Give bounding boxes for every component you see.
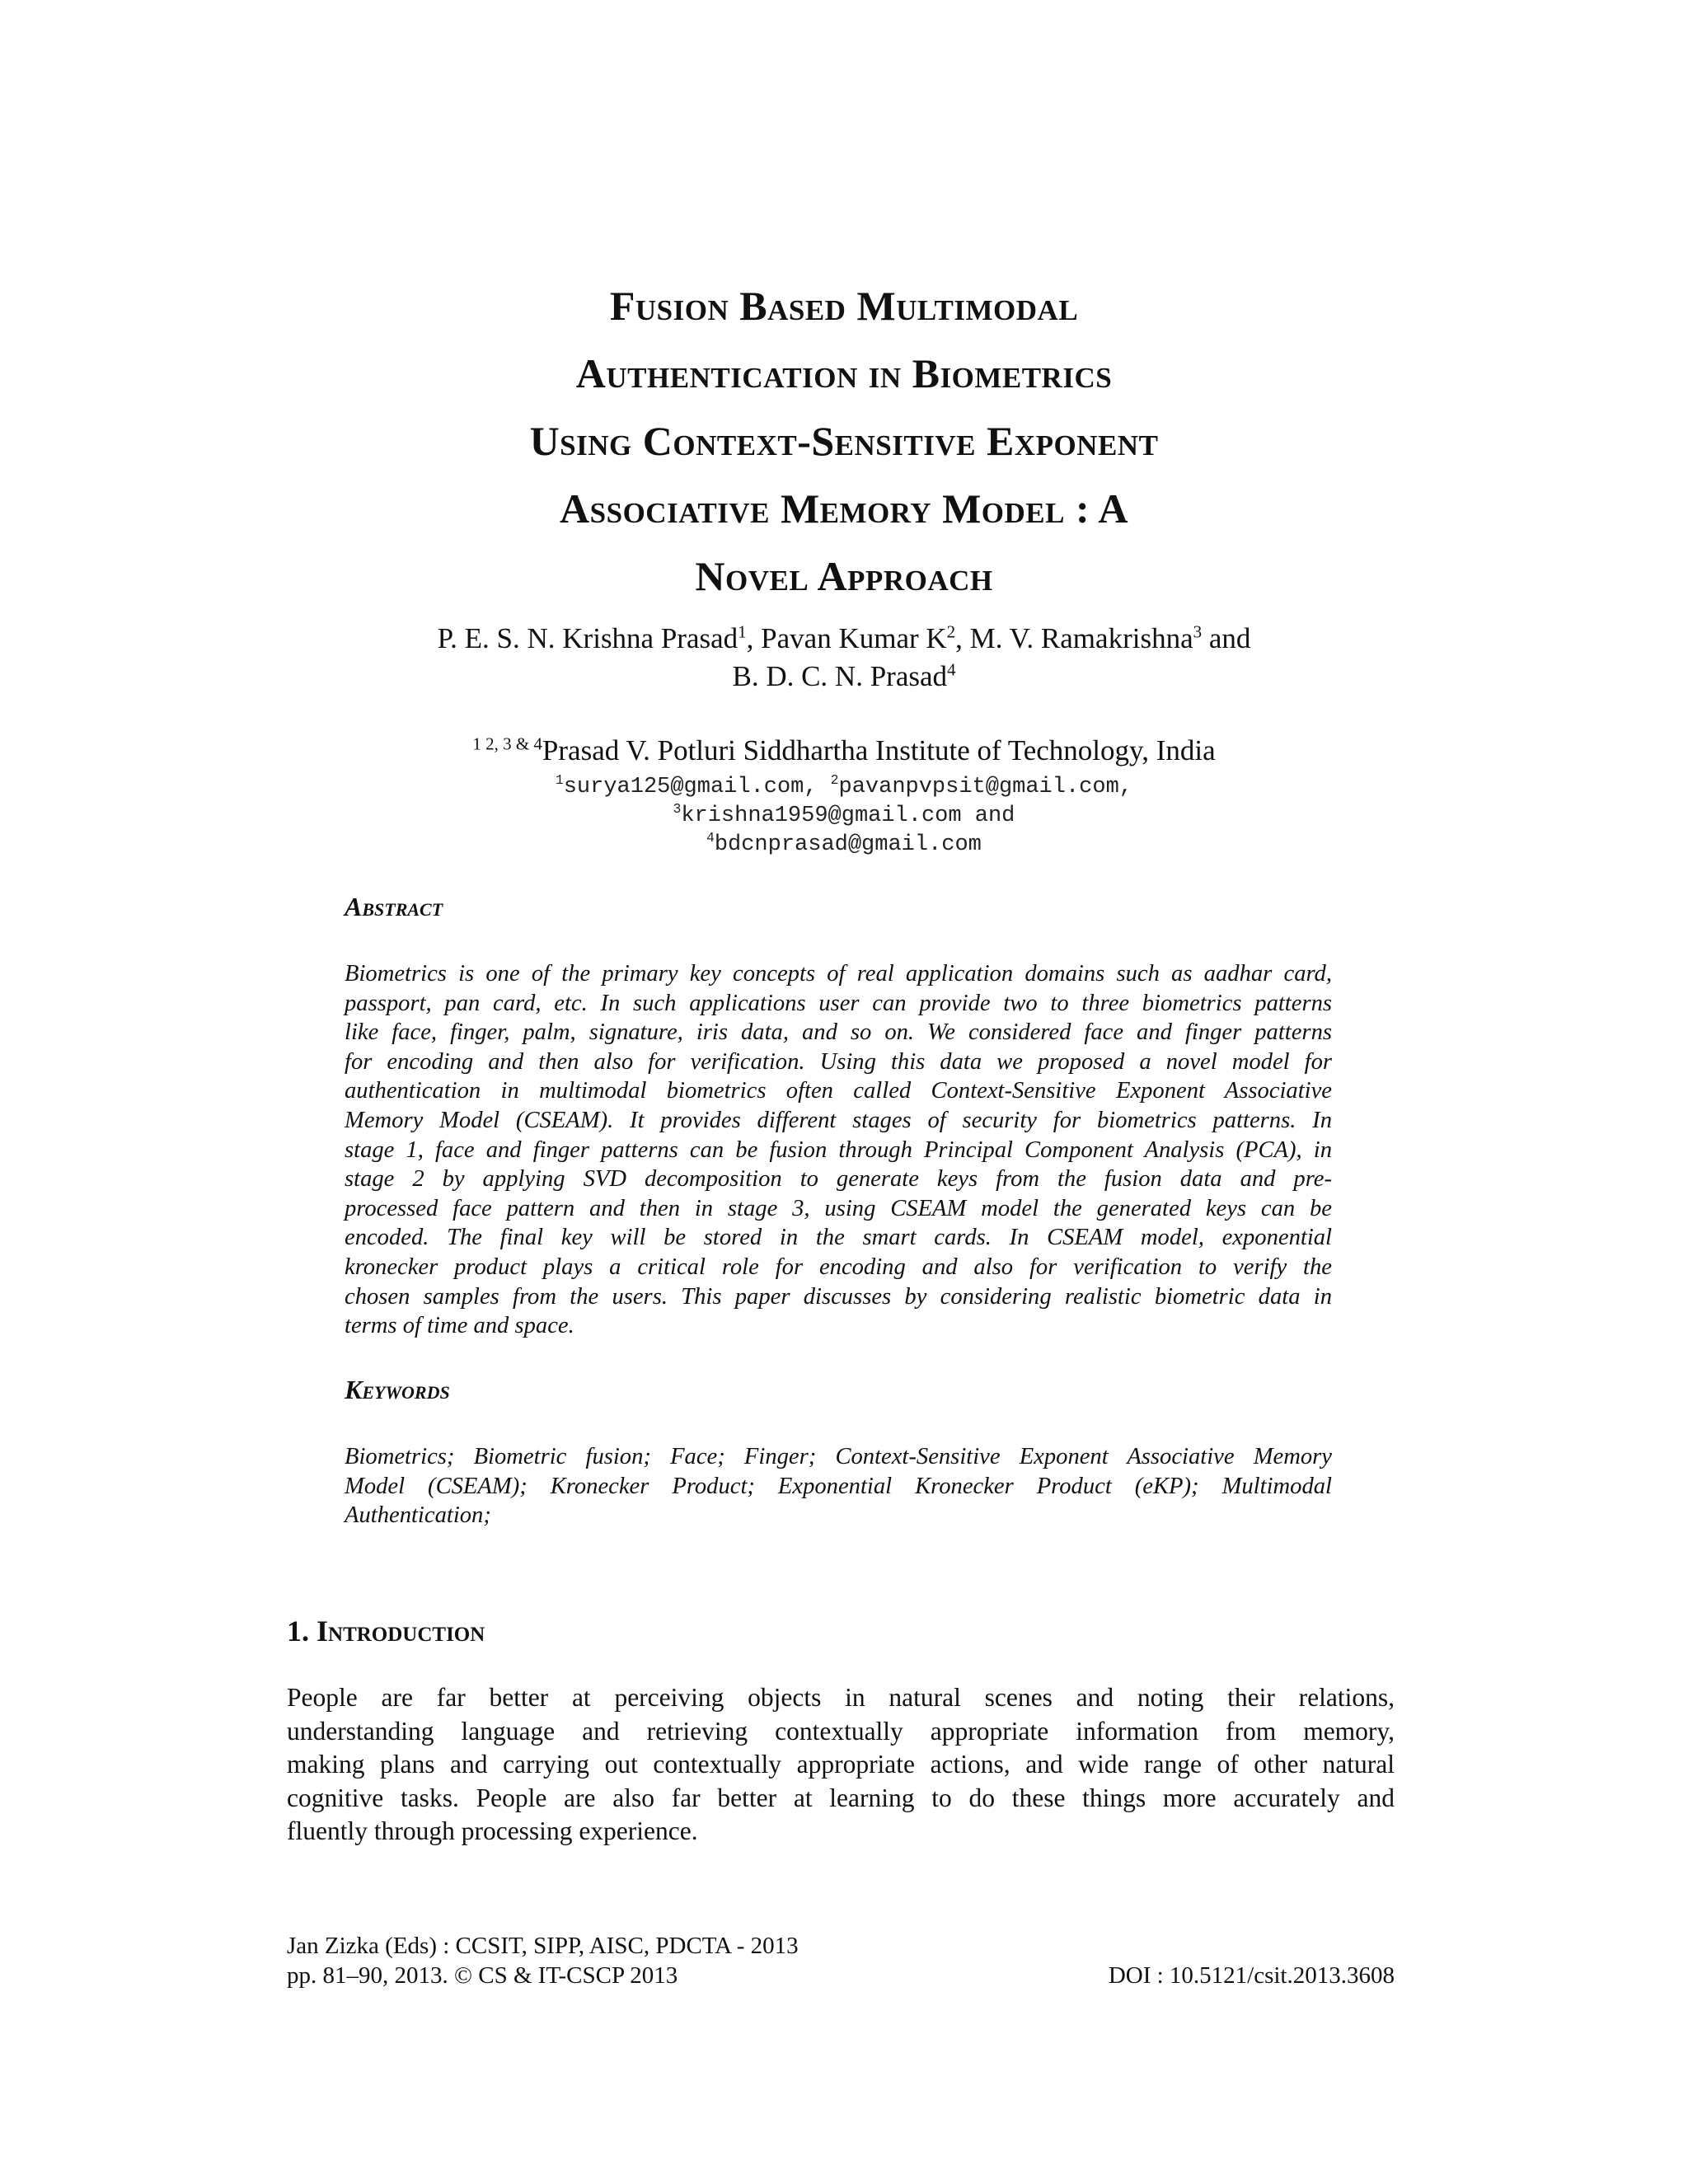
title-line: Fusion Based Multimodal	[609, 283, 1079, 329]
author-index: 1	[738, 621, 747, 642]
email-index: 3	[673, 802, 682, 817]
author-name: M. V. Ramakrishna	[969, 622, 1193, 654]
footer-pages: pp. 81–90, 2013. © CS & IT-CSCP 2013	[287, 1962, 678, 1989]
abstract-line: encoded. The final key will be stored in the smart cards. In CSEAM model, exponential	[345, 1225, 1332, 1251]
footer-doi: DOI : 10.5121/csit.2013.3608	[1108, 1962, 1395, 1989]
author-name: B. D. C. N. Prasad	[732, 660, 948, 692]
author-name: Pavan Kumar K	[761, 622, 947, 654]
author-separator: ,	[955, 622, 970, 654]
email-line	[247, 773, 1441, 802]
email-index: 4	[706, 831, 715, 846]
abstract-line: authentication in multimodal biometrics often called Context-Sensitive Exponent Associative	[345, 1078, 1332, 1104]
affiliation-index: 1 2, 3 & 4	[472, 733, 542, 754]
abstract-line: for encoding and then also for verification. Using this data we proposed a novel model for	[345, 1048, 1332, 1075]
introduction-body	[287, 1681, 1395, 1849]
abstract-line: stage 2 by applying SVD decomposition to generate keys from the fusion data and pre-	[345, 1166, 1332, 1193]
keywords-line: Biometrics; Biometric fusion; Face; Finger; Context-Sensitive Exponent Associative Memory	[345, 1444, 1332, 1469]
title-line: Using Context-Sensitive Exponent	[529, 418, 1159, 464]
author-list	[247, 620, 1441, 696]
author-emails	[247, 773, 1441, 860]
title-line: Associative Memory Model : A	[560, 485, 1128, 532]
abstract-line: like face, finger, palm, signature, iris data, and so on. We considered face and finger patterns	[345, 1019, 1332, 1046]
abstract-line: processed face pattern and then in stage 3, using CSEAM model the generated keys can be	[345, 1195, 1332, 1221]
footer-proceedings: Jan Zizka (Eds) : CCSIT, SIPP, AISC, PDCTA - 2013	[287, 1933, 799, 1959]
abstract-body	[345, 959, 1332, 1341]
abstract-line: stage 1, face and finger patterns can be fusion through Principal Component Analysis (PCA), in	[345, 1137, 1332, 1163]
introduction-line: fluently through processing experience.	[287, 1816, 698, 1845]
footer-row	[287, 1961, 1395, 1990]
paper-title	[247, 272, 1441, 610]
email-line	[247, 831, 1441, 860]
affiliation-text: Prasad V. Potluri Siddhartha Institute of Technology, India	[542, 734, 1216, 766]
abstract-line: terms of time and space.	[345, 1313, 574, 1339]
introduction-line: understanding language and retrieving contextually appropriate information from memory,	[287, 1716, 1395, 1746]
email-index: 1	[556, 773, 564, 788]
keywords-body	[345, 1442, 1332, 1530]
author-line	[247, 620, 1441, 658]
introduction-line: People are far better at perceiving objects in natural scenes and noting their relations,	[287, 1683, 1395, 1712]
keywords-heading: Keywords	[345, 1375, 450, 1404]
keywords-line: Authentication;	[345, 1502, 491, 1529]
email-address: bdcnprasad@gmail.com	[714, 832, 982, 857]
email-address: pavanpvpsit@gmail.com,	[838, 775, 1132, 799]
introduction-line: cognitive tasks. People are also far better at learning to do these things more accurately and	[287, 1783, 1395, 1812]
author-separator: ,	[746, 622, 762, 654]
title-line: Novel Approach	[695, 553, 993, 599]
title-line: Authentication in Biometrics	[575, 350, 1113, 396]
abstract-line: chosen samples from the users. This paper discusses by considering realistic biometric data in	[345, 1283, 1332, 1310]
email-line	[247, 802, 1441, 831]
abstract-line: passport, pan card, etc. In such applications user can provide two to three biometrics patterns	[345, 990, 1332, 1016]
author-name: P. E. S. N. Krishna Prasad	[437, 622, 738, 654]
author-line	[247, 658, 1441, 696]
email-address: surya125@gmail.com,	[563, 775, 831, 799]
affiliation	[247, 732, 1441, 770]
abstract-line: Memory Model (CSEAM). It provides different stages of security for biometrics patterns. In	[345, 1107, 1332, 1133]
abstract-heading: Abstract	[345, 892, 443, 921]
author-index: 4	[947, 659, 956, 680]
introduction-line: making plans and carrying out contextually appropriate actions, and wide range of other natural	[287, 1750, 1395, 1779]
author-index: 2	[946, 621, 956, 642]
abstract-line: kronecker product plays a critical role for encoding and also for verification to verify the	[345, 1254, 1332, 1280]
email-address: krishna1959@gmail.com and	[681, 804, 1015, 828]
introduction-heading: 1. Introduction	[287, 1615, 485, 1647]
page-footer	[287, 1931, 1395, 1990]
abstract-line: Biometrics is one of the primary key concepts of real application domains such as aadhar card,	[345, 961, 1332, 987]
author-index: 3	[1193, 621, 1203, 642]
email-index: 2	[830, 773, 839, 788]
author-separator: and	[1202, 622, 1251, 654]
keywords-line: Model (CSEAM); Kronecker Product; Exponential Kronecker Product (eKP); Multimodal	[345, 1473, 1332, 1499]
